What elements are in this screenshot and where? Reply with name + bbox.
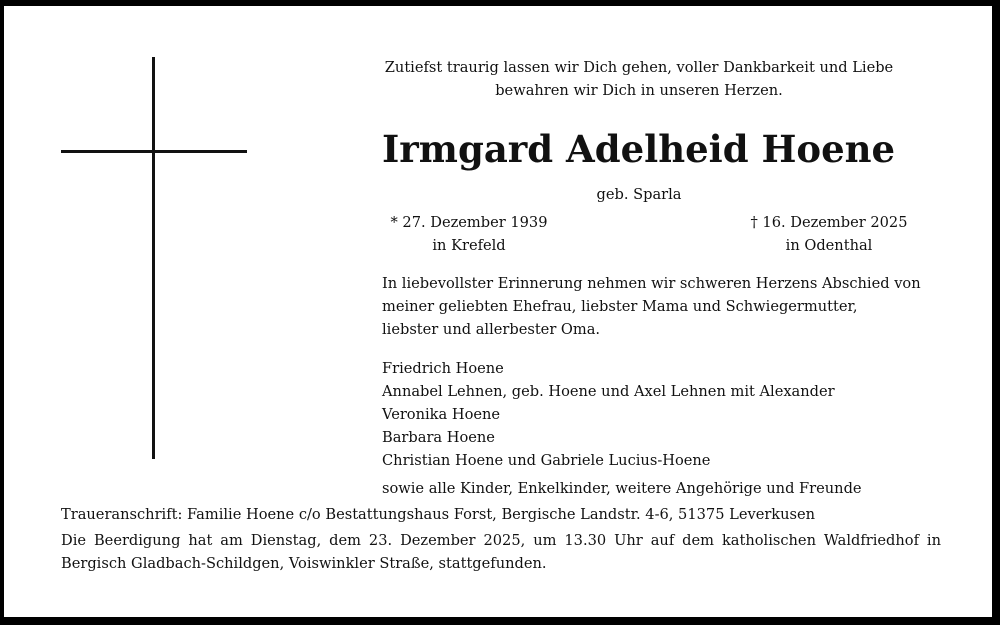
mourning-address: Traueranschrift: Familie Hoene c/o Bestattungshaus Forst, Bergische Landstr. 4-6, 51375 Leverkusen — [61, 506, 816, 523]
motto-line-1: Zutiefst traurig lassen wir Dich gehen, voller Dankbarkeit und Liebe — [384, 59, 894, 76]
obituary-notice — [4, 6, 992, 617]
death-date: † 16. Dezember 2025 — [750, 214, 908, 231]
message-line-2: meiner geliebten Ehefrau, liebster Mama und Schwiegermutter, — [382, 298, 858, 315]
other-mourners: sowie alle Kinder, Enkelkinder, weitere Angehörige und Freunde — [382, 480, 862, 497]
motto-line-2: bewahren wir Dich in unseren Herzen. — [495, 82, 783, 99]
mourner: Friedrich Hoene — [382, 360, 504, 377]
mourner: Veronika Hoene — [382, 406, 501, 423]
birth-date: * 27. Dezember 1939 — [390, 214, 548, 231]
maiden-name: geb. Sparla — [596, 186, 682, 203]
cross-icon-bar — [61, 150, 247, 153]
funeral-info: Die Beerdigung hat am Dienstag, dem 23. Dezember 2025, um 13.30 Uhr auf dem katholischen Waldfriedhof in Bergisch Gladbach-Schildgen, Voiswinkler Straße, stattgefunden. — [61, 532, 941, 572]
mourner: Barbara Hoene — [382, 429, 495, 446]
birth-place: in Krefeld — [432, 237, 506, 254]
cross-icon — [152, 57, 155, 459]
mourner: Annabel Lehnen, geb. Hoene und Axel Lehnen mit Alexander — [382, 383, 835, 400]
deceased-name: Irmgard Adelheid Hoene — [382, 127, 896, 171]
message-line-1: In liebevollster Erinnerung nehmen wir schweren Herzens Abschied von — [382, 275, 921, 292]
mourner: Christian Hoene und Gabriele Lucius-Hoene — [382, 452, 711, 469]
message-line-3: liebster und allerbester Oma. — [382, 321, 601, 338]
death-place: in Odenthal — [785, 237, 873, 254]
